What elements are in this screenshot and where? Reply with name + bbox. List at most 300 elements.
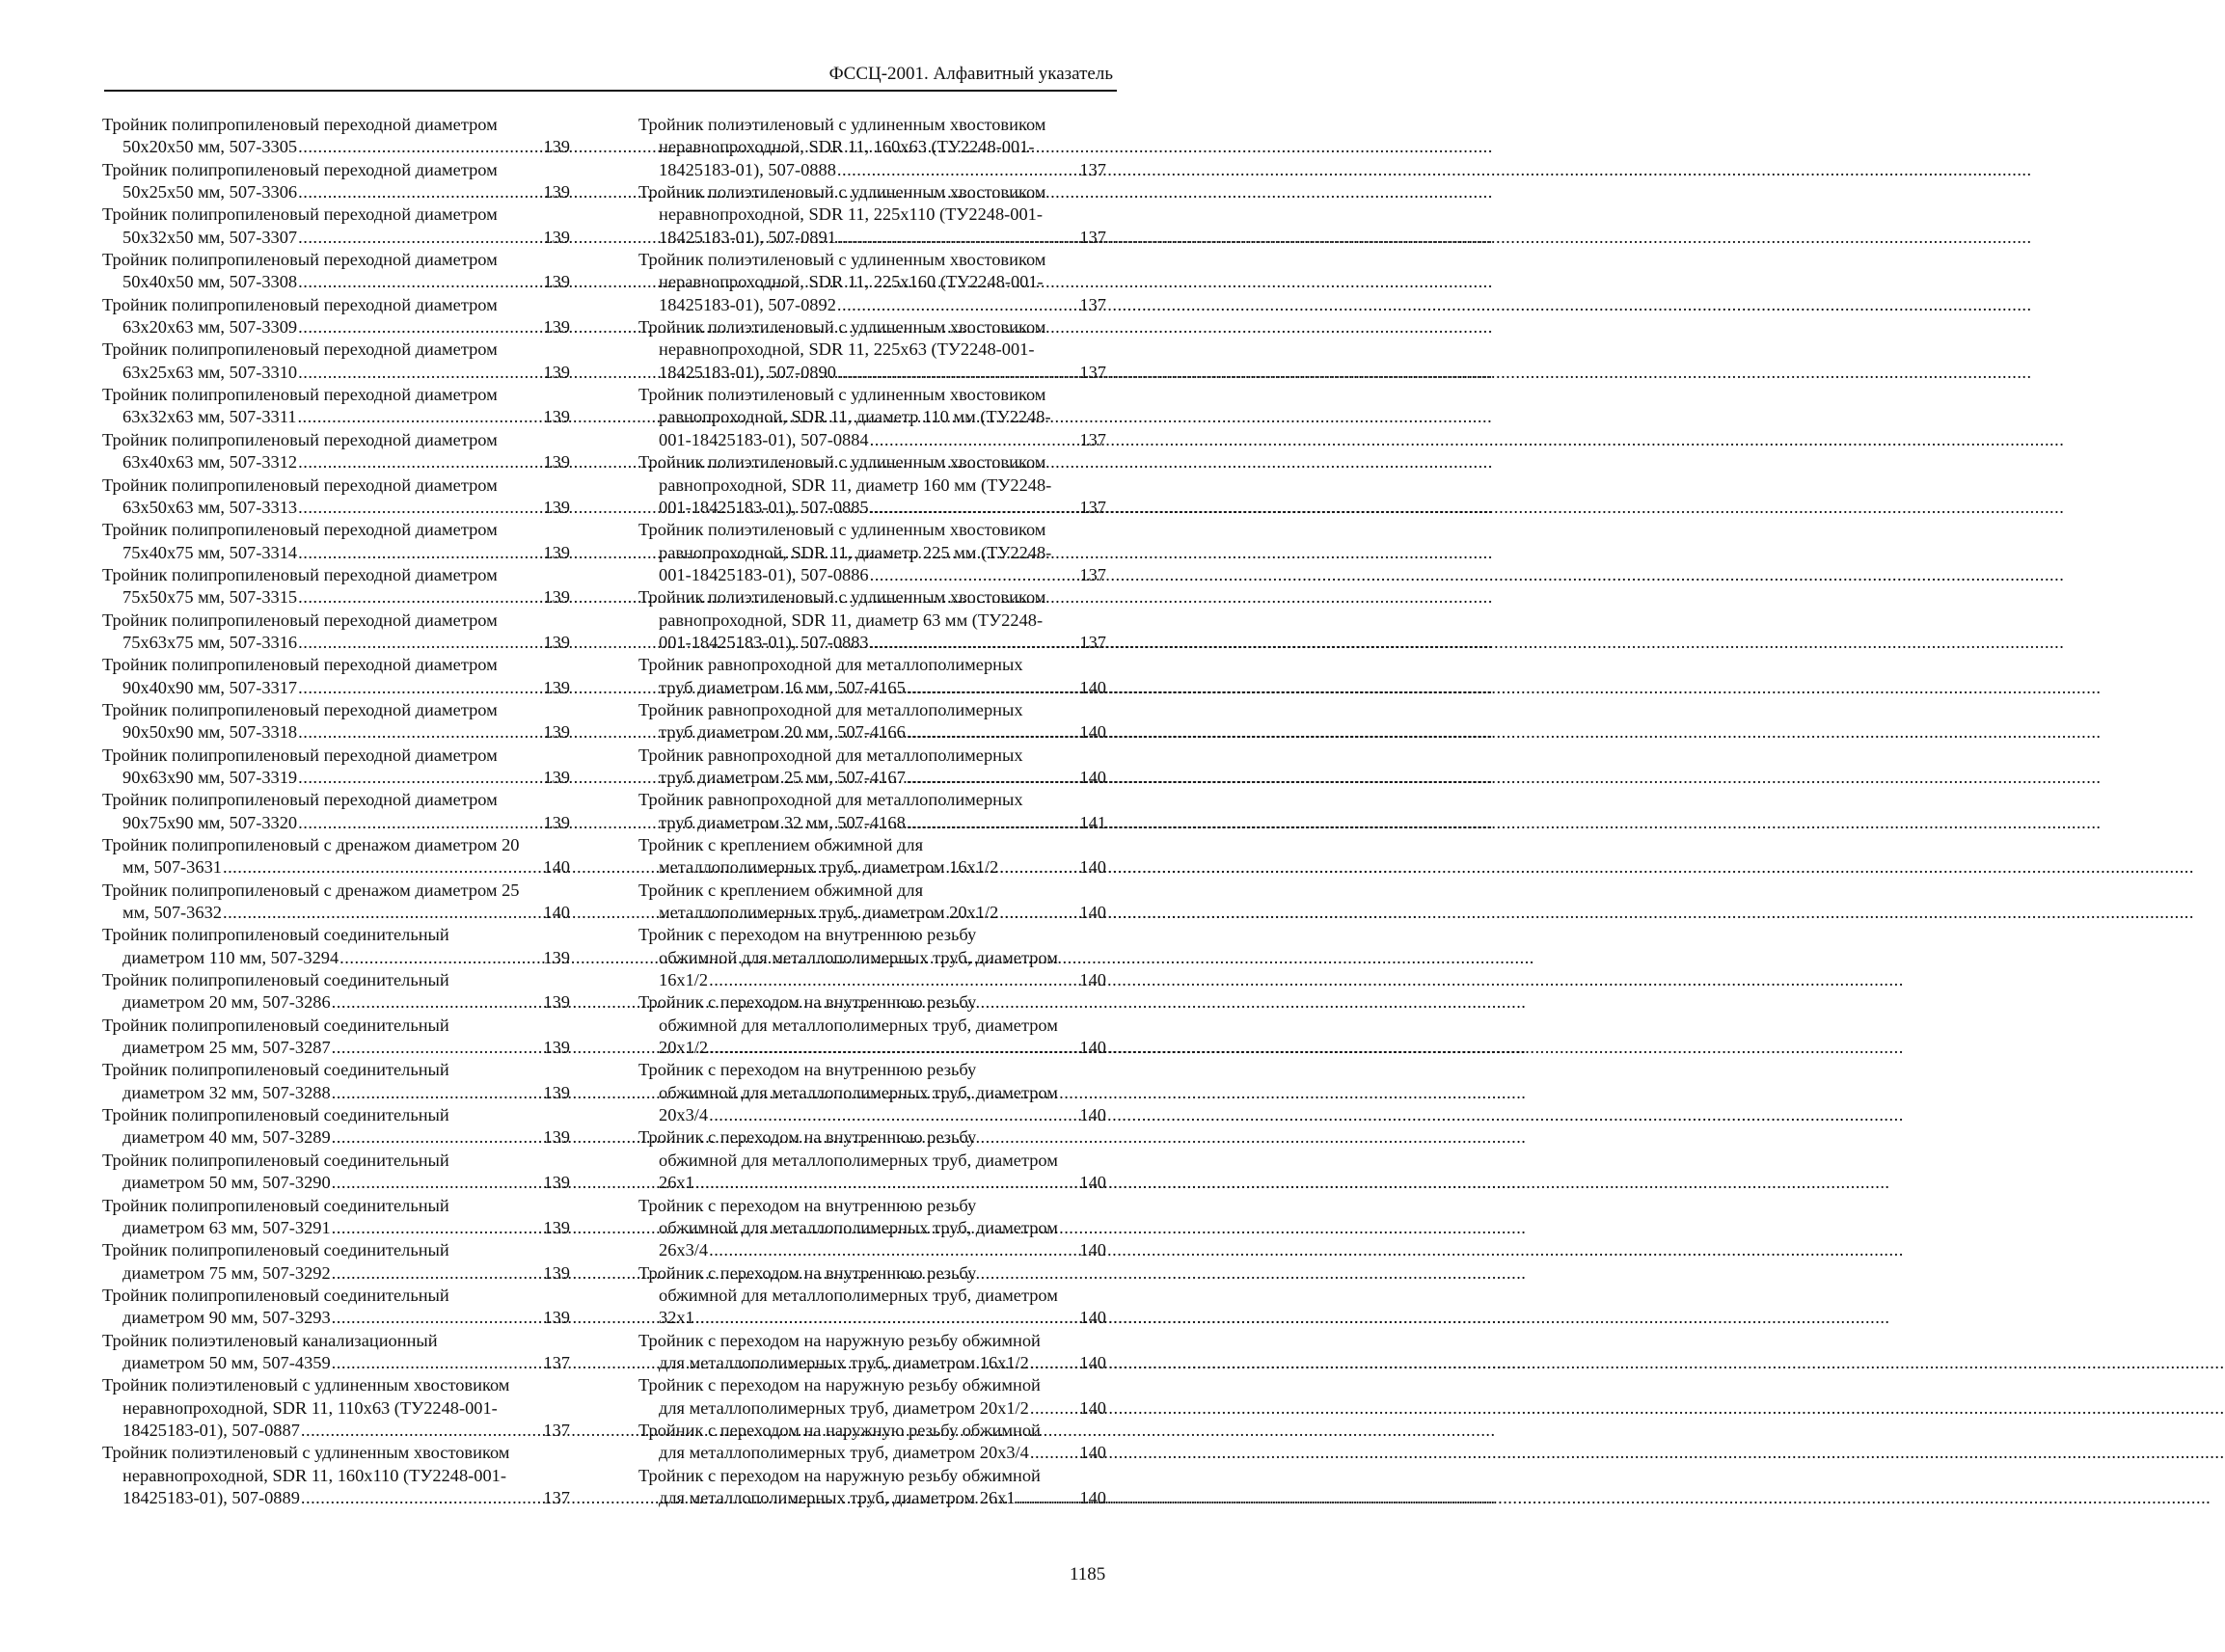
index-entry (638, 249, 1106, 316)
entry-text-line: Тройник полиэтиленовый канализационный (102, 1330, 438, 1350)
dot-leader (837, 159, 1079, 181)
index-entry (638, 991, 1106, 1059)
entry-text-line: обжимной для металлополимерных труб, диаметром (659, 1015, 1058, 1035)
entry-code: 63x32x63 мм, 507-3311 (122, 407, 297, 427)
entry-page-number: 139 (543, 407, 570, 427)
entry-text-line: Тройник с переходом на наружную резьбу обжимной (638, 1375, 1041, 1395)
entry-code: 50x32x50 мм, 507-3307 (122, 227, 298, 247)
entry-last-line (122, 721, 570, 744)
entry-text-line: Тройник полипропиленовый с дренажом диаметром 20 (102, 835, 520, 854)
entry-page-number: 140 (1079, 1105, 1106, 1125)
entry-text-line: Тройник полиэтиленовый с удлиненным хвостовиком (638, 385, 1046, 405)
entry-text-line: Тройник полипропиленовый переходной диаметром (102, 609, 498, 630)
dot-leader (870, 564, 1079, 586)
dot-leader (332, 1307, 543, 1329)
entry-code: диаметром 20 мм, 507-3286 (122, 992, 331, 1013)
index-entry (638, 451, 1106, 519)
entry-last-line (659, 564, 1106, 586)
index-entry (102, 159, 570, 204)
entry-page-number: 140 (1079, 1352, 1106, 1372)
entry-last-line (659, 362, 1106, 384)
index-entry (638, 880, 1106, 925)
entry-text-line: Тройник полипропиленовый соединительный (102, 1015, 449, 1035)
index-entry (638, 1465, 1106, 1510)
dot-leader (298, 767, 542, 789)
entry-text-line: Тройник с переходом на наружную резьбу обжимной (638, 1465, 1041, 1485)
entry-text-line: Тройник полипропиленовый переходной диаметром (102, 339, 498, 360)
dot-leader (298, 812, 542, 834)
entry-page-number: 139 (543, 722, 570, 743)
index-entry (102, 1239, 570, 1285)
entry-text-line: обжимной для металлополимерных труб, диаметром (659, 1217, 1058, 1237)
entry-text-line: Тройник с переходом на наружную резьбу обжимной (638, 1330, 1041, 1350)
entry-code: 75x50x75 мм, 507-3315 (122, 587, 298, 608)
index-entry (102, 1330, 570, 1375)
dot-leader (332, 1217, 543, 1239)
entry-last-line (659, 1397, 1106, 1420)
entry-text-line: Тройник с переходом на внутреннюю резьбу (638, 992, 977, 1013)
entry-code: 63x40x63 мм, 507-3312 (122, 452, 298, 473)
entry-page-number: 139 (543, 1127, 570, 1148)
dot-leader (695, 1307, 1079, 1329)
entry-code: 26x1 (659, 1173, 694, 1193)
dot-leader (1030, 1442, 1079, 1464)
entry-code: диаметром 63 мм, 507-3291 (122, 1217, 331, 1237)
entry-text-line: Тройник полипропиленовый переходной диаметром (102, 745, 498, 765)
dot-leader (1017, 1487, 1079, 1509)
index-entry (102, 564, 570, 609)
entry-last-line (659, 969, 1106, 991)
entry-last-line (122, 181, 570, 203)
entry-text-line: Тройник равнопроходной для металлополимерных (638, 699, 1023, 719)
dot-leader (332, 991, 543, 1014)
entry-last-line (659, 902, 1106, 924)
entry-code: 75x40x75 мм, 507-3314 (122, 542, 298, 562)
entry-text-line: Тройник полиэтиленовый с удлиненным хвостовиком (638, 182, 1046, 203)
entry-code: мм, 507-3631 (122, 857, 222, 878)
entry-text-line: Тройник полипропиленовый переходной диаметром (102, 115, 498, 134)
entry-page-number: 139 (543, 497, 570, 517)
entry-text-line: Тройник полипропиленовый переходной диаметром (102, 564, 498, 584)
entry-last-line (122, 227, 570, 249)
entry-page-number: 139 (543, 272, 570, 292)
entry-page-number: 141 (1079, 812, 1106, 832)
dot-leader (298, 227, 542, 249)
dot-leader (1030, 1397, 1079, 1420)
entry-page-number: 137 (1079, 227, 1106, 247)
entry-page-number: 140 (1079, 903, 1106, 923)
entry-page-number: 137 (1079, 429, 1106, 449)
dot-leader (298, 586, 542, 609)
entry-page-number: 140 (1079, 1443, 1106, 1463)
entry-text-line: неравнопроходной, SDR 11, 225x63 (ТУ2248-001- (659, 339, 1035, 360)
entry-code: диаметром 25 мм, 507-3287 (122, 1038, 331, 1058)
entry-last-line (659, 159, 1106, 181)
entry-page-number: 140 (1079, 1487, 1106, 1507)
entry-page-number: 139 (543, 1038, 570, 1058)
entry-page-number: 139 (543, 1082, 570, 1102)
entry-page-number: 140 (543, 857, 570, 878)
index-entry (638, 924, 1106, 991)
dot-leader (332, 1037, 543, 1059)
header-title: ФССЦ-2001. Алфавитный указатель (828, 64, 1113, 84)
page-header (104, 61, 1117, 92)
entry-last-line (659, 1442, 1106, 1464)
entry-page-number: 137 (543, 1487, 570, 1507)
index-entry (638, 181, 1106, 249)
entry-text-line: Тройник с переходом на внутреннюю резьбу (638, 1262, 977, 1283)
entry-last-line (122, 497, 570, 519)
entry-last-line (659, 227, 1106, 249)
index-entry (638, 1420, 1106, 1465)
dot-leader (298, 497, 542, 519)
entry-page-number: 139 (543, 182, 570, 203)
index-entry (102, 1374, 570, 1442)
entry-text-line: равнопроходной, SDR 11, диаметр 225 мм (ТУ2248- (659, 542, 1052, 562)
entry-code: для металлополимерных труб, диаметром 20x1/2 (659, 1397, 1029, 1418)
entry-last-line (122, 767, 570, 789)
entry-last-line (122, 451, 570, 474)
entry-text-line: Тройник полипропиленовый соединительный (102, 1240, 449, 1260)
entry-text-line: Тройник полиэтиленовый с удлиненным хвостовиком (638, 250, 1046, 270)
entry-text-line: Тройник полипропиленовый переходной диаметром (102, 159, 498, 179)
entry-code: металлополимерных труб, диаметром 20x1/2 (659, 903, 999, 923)
dot-leader (301, 1420, 543, 1442)
entry-code: 50x20x50 мм, 507-3305 (122, 137, 298, 157)
dot-leader (298, 721, 542, 744)
index-entry (638, 1195, 1106, 1262)
entry-code: труб диаметром 16 мм, 507-4165 (659, 677, 906, 697)
entry-code: 63x25x63 мм, 507-3310 (122, 362, 298, 382)
index-entry (102, 384, 570, 429)
entry-last-line (659, 1352, 1106, 1374)
entry-last-line (122, 406, 570, 428)
entry-text-line: Тройник полипропиленовый переходной диаметром (102, 790, 498, 810)
entry-text-line: Тройник полиэтиленовый с удлиненным хвостовиком (102, 1443, 510, 1463)
dot-leader (339, 947, 542, 969)
dot-leader (999, 856, 1078, 879)
entry-code: 001-18425183-01), 507-0884 (659, 429, 869, 449)
entry-text-line: обжимной для металлополимерных труб, диаметром (659, 1150, 1058, 1170)
entry-code: диаметром 75 мм, 507-3292 (122, 1262, 331, 1283)
entry-page-number: 137 (543, 1352, 570, 1372)
entry-page-number: 140 (1079, 1308, 1106, 1328)
index-entry (102, 880, 570, 925)
entry-text-line: Тройник полипропиленовый соединительный (102, 1150, 449, 1170)
entry-page-number: 137 (1079, 632, 1106, 652)
entry-text-line: Тройник полипропиленовый переходной диаметром (102, 385, 498, 405)
index-entry (102, 745, 570, 790)
dot-leader (332, 1172, 543, 1194)
entry-code: 50x25x50 мм, 507-3306 (122, 182, 298, 203)
dot-leader (709, 1239, 1078, 1261)
entry-page-number: 140 (1079, 857, 1106, 878)
entry-last-line (122, 1172, 570, 1194)
index-entry (102, 834, 570, 880)
entry-text-line: Тройник полипропиленовый соединительный (102, 1105, 449, 1125)
index-entry (638, 745, 1106, 790)
entry-last-line (659, 1487, 1106, 1509)
entry-text-line: неравнопроходной, SDR 11, 225x110 (ТУ2248-001- (659, 204, 1044, 225)
dot-leader (332, 1262, 543, 1285)
index-entry (638, 1126, 1106, 1194)
entry-page-number: 139 (543, 137, 570, 157)
entry-text-line: неравнопроходной, SDR 11, 110x63 (ТУ2248-001- (122, 1397, 498, 1418)
entry-text-line: Тройник полиэтиленовый с удлиненным хвостовиком (638, 520, 1046, 540)
entry-code: 20x1/2 (659, 1038, 709, 1058)
entry-text-line: Тройник полипропиленовый соединительный (102, 970, 449, 990)
entry-last-line (122, 1037, 570, 1059)
entry-code: 18425183-01), 507-0887 (122, 1420, 300, 1440)
index-entry (638, 1374, 1106, 1420)
entry-code: диаметром 40 мм, 507-3289 (122, 1127, 331, 1148)
entry-code: 001-18425183-01), 507-0885 (659, 497, 869, 517)
index-entry (638, 654, 1106, 699)
entry-code: металлополимерных труб, диаметром 16x1/2 (659, 857, 999, 878)
entry-page-number: 139 (543, 587, 570, 608)
entry-text-line: обжимной для металлополимерных труб, диаметром (659, 1082, 1058, 1102)
entry-page-number: 137 (1079, 564, 1106, 584)
entry-last-line (122, 136, 570, 158)
dot-leader (332, 1082, 543, 1104)
dot-leader (298, 362, 542, 384)
dot-leader (1030, 1352, 1079, 1374)
entry-last-line (122, 316, 570, 339)
index-entry (102, 1150, 570, 1195)
index-entry (102, 924, 570, 969)
entry-last-line (659, 812, 1106, 834)
entry-text-line: Тройник равнопроходной для металлополимерных (638, 790, 1023, 810)
entry-text-line: Тройник равнопроходной для металлополимерных (638, 745, 1023, 765)
index-entry (638, 519, 1106, 586)
entry-code: труб диаметром 25 мм, 507-4167 (659, 767, 906, 787)
entry-code: 90x50x90 мм, 507-3318 (122, 722, 298, 743)
entry-last-line (659, 721, 1106, 744)
entry-page-number: 140 (1079, 1240, 1106, 1260)
entry-last-line (122, 1352, 570, 1374)
entry-page-number: 139 (543, 1173, 570, 1193)
entry-text-line: Тройник полиэтиленовый с удлиненным хвостовиком (638, 452, 1046, 473)
entry-last-line (659, 1307, 1106, 1329)
entry-text-line: Тройник равнопроходной для металлополимерных (638, 655, 1023, 675)
dot-leader (695, 1172, 1079, 1194)
index-entry (102, 1285, 570, 1330)
dot-leader (709, 1037, 1078, 1059)
entry-code: мм, 507-3632 (122, 903, 222, 923)
entry-text-line: Тройник полипропиленовый соединительный (102, 1195, 449, 1215)
entry-last-line (122, 902, 570, 924)
dot-leader (709, 969, 1078, 991)
entry-text-line: неравнопроходной, SDR 11, 160x110 (ТУ2248-001- (122, 1465, 507, 1485)
page-number: 1185 (1070, 1564, 1106, 1584)
entry-last-line (659, 429, 1106, 451)
entry-text-line: Тройник полипропиленовый соединительный (102, 1060, 449, 1080)
entry-code: диаметром 90 мм, 507-3293 (122, 1308, 331, 1328)
entry-text-line: Тройник полиэтиленовый с удлиненным хвостовиком (102, 1375, 510, 1395)
entry-text-line: Тройник полипропиленовый переходной диаметром (102, 250, 498, 270)
entry-code: диаметром 50 мм, 507-3290 (122, 1173, 331, 1193)
index-entry (102, 294, 570, 339)
entry-code: 001-18425183-01), 507-0886 (659, 564, 869, 584)
dot-leader (298, 677, 542, 699)
index-column-right (638, 114, 1106, 1509)
entry-text-line: Тройник полипропиленовый переходной диаметром (102, 429, 498, 449)
entry-last-line (122, 991, 570, 1014)
entry-text-line: Тройник полипропиленовый с дренажом диаметром 25 (102, 880, 520, 900)
entry-code: 18425183-01), 507-0890 (659, 362, 836, 382)
entry-code: 18425183-01), 507-0889 (122, 1487, 300, 1507)
index-entry (102, 609, 570, 655)
entry-last-line (659, 497, 1106, 519)
entry-text-line: Тройник с переходом на внутреннюю резьбу (638, 925, 977, 945)
index-entry (102, 1059, 570, 1104)
index-entry (102, 1442, 570, 1509)
entry-last-line (122, 1082, 570, 1104)
index-entry (102, 114, 570, 159)
entry-text-line: Тройник с переходом на внутреннюю резьбу (638, 1060, 977, 1080)
entry-code: для металлополимерных труб, диаметром 16x1/2 (659, 1352, 1029, 1372)
index-column-left (102, 114, 570, 1509)
entry-text-line: Тройник полиэтиленовый с удлиненным хвостовиком (638, 587, 1046, 608)
entry-code: 75x63x75 мм, 507-3316 (122, 632, 298, 652)
entry-text-line: Тройник с креплением обжимной для (638, 880, 924, 900)
entry-text-line: неравнопроходной, SDR 11, 160x63 (ТУ2248-001- (659, 137, 1035, 157)
entry-page-number: 137 (1079, 497, 1106, 517)
dot-leader (907, 767, 1079, 789)
entry-page-number: 140 (1079, 677, 1106, 697)
entry-code: 50x40x50 мм, 507-3308 (122, 272, 298, 292)
index-entry (102, 519, 570, 564)
entry-text-line: Тройник полипропиленовый переходной диаметром (102, 655, 498, 675)
entry-code: труб диаметром 32 мм, 507-4168 (659, 812, 906, 832)
entry-page-number: 137 (1079, 362, 1106, 382)
entry-text-line: неравнопроходной, SDR 11, 225x160 (ТУ2248-001- (659, 272, 1044, 292)
entry-last-line (122, 1262, 570, 1285)
index-entry (638, 384, 1106, 451)
index-entry (102, 789, 570, 834)
dot-leader (907, 677, 1079, 699)
entry-page-number: 140 (1079, 767, 1106, 787)
entry-code: 90x40x90 мм, 507-3317 (122, 677, 298, 697)
index-entry (638, 1330, 1106, 1375)
entry-page-number: 139 (543, 947, 570, 967)
index-entry (102, 429, 570, 474)
index-entry (638, 1059, 1106, 1126)
index-entry (102, 203, 570, 249)
entry-code: 20x3/4 (659, 1105, 709, 1125)
dot-leader (298, 451, 542, 474)
index-entry (102, 339, 570, 384)
entry-page-number: 140 (543, 903, 570, 923)
index-entry (102, 474, 570, 520)
entry-text-line: Тройник полипропиленовый переходной диаметром (102, 474, 498, 495)
dot-leader (298, 136, 542, 158)
entry-page-number: 140 (1079, 1038, 1106, 1058)
entry-code: диаметром 110 мм, 507-3294 (122, 947, 339, 967)
entry-last-line (122, 632, 570, 654)
entry-last-line (122, 542, 570, 564)
entry-code: диаметром 32 мм, 507-3288 (122, 1082, 331, 1102)
entry-page-number: 139 (543, 227, 570, 247)
entry-text-line: обжимной для металлополимерных труб, диаметром (659, 1285, 1058, 1305)
entry-text-line: Тройник с переходом на внутреннюю резьбу (638, 1195, 977, 1215)
entry-page-number: 139 (543, 812, 570, 832)
entry-last-line (122, 1217, 570, 1239)
entry-text-line: обжимной для металлополимерных труб, диаметром (659, 947, 1058, 967)
dot-leader (223, 856, 542, 879)
dot-leader (837, 294, 1079, 316)
entry-text-line: Тройник полипропиленовый переходной диаметром (102, 699, 498, 719)
entry-page-number: 139 (543, 1308, 570, 1328)
entry-last-line (659, 1172, 1106, 1194)
index-entry (102, 249, 570, 294)
dot-leader (870, 497, 1079, 519)
entry-code: 18425183-01), 507-0891 (659, 227, 836, 247)
entry-text-line: Тройник полипропиленовый переходной диаметром (102, 520, 498, 540)
dot-leader (709, 1104, 1078, 1126)
entry-page-number: 140 (1079, 1397, 1106, 1418)
entry-page-number: 139 (543, 452, 570, 473)
entry-text-line: Тройник с креплением обжимной для (638, 835, 924, 854)
entry-last-line (122, 271, 570, 293)
entry-last-line (122, 677, 570, 699)
index-entry (638, 586, 1106, 654)
entry-page-number: 140 (1079, 1173, 1106, 1193)
entry-code: 001-18425183-01), 507-0883 (659, 632, 869, 652)
index-entry (638, 789, 1106, 834)
entry-last-line (659, 856, 1106, 879)
entry-page-number: 139 (543, 362, 570, 382)
entry-text-line: Тройник с переходом на внутреннюю резьбу (638, 1127, 977, 1148)
entry-last-line (122, 856, 570, 879)
entry-code: 32x1 (659, 1308, 694, 1328)
entry-last-line (122, 1420, 570, 1442)
entry-page-number: 137 (1079, 159, 1106, 179)
entry-page-number: 139 (543, 1262, 570, 1283)
entry-text-line: равнопроходной, SDR 11, диаметр 110 мм (ТУ2248- (659, 407, 1051, 427)
entry-page-number: 140 (1079, 970, 1106, 990)
entry-code: 90x75x90 мм, 507-3320 (122, 812, 298, 832)
entry-last-line (659, 767, 1106, 789)
entry-text-line: Тройник полипропиленовый переходной диаметром (102, 204, 498, 225)
dot-leader (332, 1126, 543, 1149)
dot-leader (907, 721, 1079, 744)
dot-leader (298, 632, 542, 654)
dot-leader (301, 1487, 543, 1509)
entry-text-line: равнопроходной, SDR 11, диаметр 63 мм (ТУ2248- (659, 609, 1044, 630)
entry-last-line (122, 1487, 570, 1509)
entry-code: 26x3/4 (659, 1240, 709, 1260)
entry-last-line (122, 1126, 570, 1149)
index-entry (102, 1195, 570, 1240)
index-entry (102, 1015, 570, 1060)
entry-text-line: Тройник с переходом на наружную резьбу обжимной (638, 1420, 1041, 1440)
dot-leader (907, 812, 1079, 834)
index-entry (638, 834, 1106, 880)
entry-last-line (659, 632, 1106, 654)
entry-text-line: Тройник полипропиленовый соединительный (102, 1285, 449, 1305)
index-entry (102, 1104, 570, 1150)
dot-leader (999, 902, 1078, 924)
entry-text-line: Тройник полипропиленовый переходной диаметром (102, 294, 498, 314)
dot-leader (223, 902, 542, 924)
entry-code: 63x50x63 мм, 507-3313 (122, 497, 298, 517)
entry-last-line (122, 812, 570, 834)
entry-page-number: 139 (543, 317, 570, 338)
entry-last-line (659, 1037, 1106, 1059)
dot-leader (297, 406, 542, 428)
dot-leader (837, 362, 1079, 384)
